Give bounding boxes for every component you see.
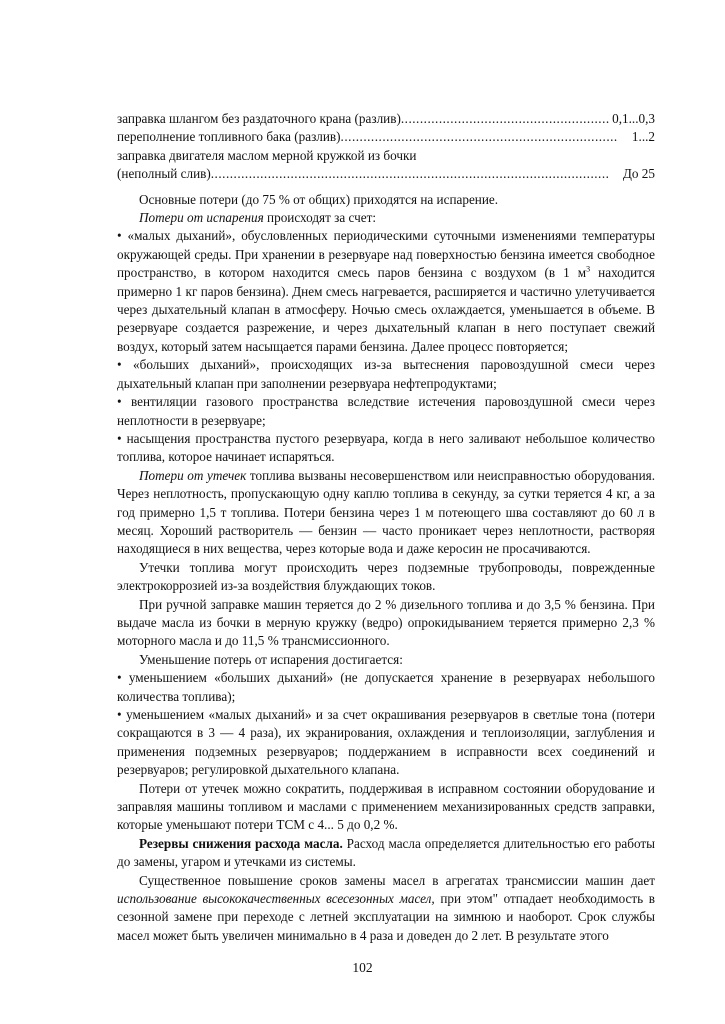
paragraph [117, 835, 655, 872]
italic-term: Потери от утечек [139, 467, 247, 483]
paragraph-text: топлива вызваны несовершенством или неисправностью оборудования. Через неплотность, пропускающую одну каплю топлива в секунду, за сутки теряется 4 кг, а за год примерно 1,5 т топлива. Потери бензина через 1 м потеющего шва составляют до 60 л в месяц. Хороший растворитель — бензин — часто проникает через неплотности, растворяя находящиеся в них вещества, через которые вода и даже керосин не просачиваются. [117, 467, 656, 557]
paragraph-text: при этом" отпадает необходимость в сезонной замене при переходе с летней эксплуатации на зимнюю и наоборот. Срок службы масел может быть увеличен минимально в 4 раза и доведен до 2 лет. В результате этого [117, 891, 655, 943]
leader-dots [401, 110, 610, 128]
loss-label: заправка шлангом без раздаточного крана (разлив) [117, 111, 401, 126]
italic-term: использование высококачественных всесезонных масел, [117, 891, 435, 907]
loss-value: 0,1...0,3 [612, 111, 655, 126]
paragraph: Основные потери (до 75 % от общих) приходятся на испарение. [139, 191, 499, 207]
bullet-item [117, 227, 655, 356]
page-body [117, 110, 655, 945]
loss-value: До 25 [622, 166, 655, 182]
loss-row [117, 110, 655, 128]
loss-list [117, 110, 655, 184]
paragraph [117, 872, 655, 946]
paragraph-text: происходят за счет: [263, 210, 377, 226]
loss-row [117, 128, 655, 146]
loss-row [117, 147, 655, 165]
paragraph: При ручной заправке машин теряется до 2 % дизельного топлива и до 3,5 % бензина. При выдаче масла из бочки в мерную кружку (ведро) опрокидыванием теряется примерно 2,3 % моторного масла и до 11,5 % трансмиссионного. [117, 596, 655, 649]
paragraph-text: Расход масла определяется длительностью его работы до замены, угаром и утечками из системы. [117, 835, 655, 870]
paragraph: Уменьшение потерь от испарения достигается: [139, 651, 403, 667]
paragraph-text: находится примерно 1 кг паров бензина). Днем смесь нагревается, расширяется и частично улетучивается через дыхательный клапан в атмосферу. Ночью смесь охлаждается, уменьшается в объеме. В резервуаре создается разрежение, и через дыхательный клапан в него поступает свежий воздух, который затем насыщается парами бензина. Далее процесс повторяется; [117, 265, 656, 354]
bullet-item: • уменьшением «малых дыханий» и за счет окрашивания резервуаров в светлые тона (потери сокращаются в 3 — 4 раза), их экранирования, охлаждения и теплоизоляции, заглубления и применения подземных резервуаров; поддержанием в исправности всех соединений и резервуаров; регулировкой дыхательного клапана. [117, 707, 655, 778]
paragraph: Потери от утечек можно сократить, поддерживая в исправном состоянии оборудование и заправляя машины топливом и маслами с применением механизированных средств заправки, которые уменьшают потери ТСМ с 4... 5 до 0,2 %. [117, 780, 655, 833]
leader-dots [211, 165, 609, 183]
paragraph [117, 467, 655, 559]
bullet-item: • насыщения пространства пустого резервуара, когда в него заливают небольшое количество топлива, которое начинает испаряться. [117, 430, 655, 465]
loss-value: 1...2 [631, 129, 655, 145]
loss-row [117, 165, 655, 183]
paragraph-text: • «малых дыханий», обусловленных периодическими суточными изменениями температуры окружающей среды. При хранении в резервуаре над поверхностью бензина имеется свободное пространство, в котором находится смесь паров бензина с воздухом (в 1 м [117, 228, 655, 281]
section-heading: Резервы снижения расхода масла. [139, 835, 343, 851]
page-number: 102 [352, 960, 373, 975]
bullet-item: • вентиляции газового пространства вследствие истечения паровоздушной смеси через неплотности в резервуаре; [117, 394, 655, 428]
loss-label: (неполный слив) [117, 166, 211, 182]
bullet-item: • уменьшением «больших дыханий» (не допускается хранение в резервуарах небольшого количества топлива); [117, 670, 655, 704]
paragraph: Утечки топлива могут происходить через подземные трубопроводы, поврежденные электрокоррозией из-за воздействия блуждающих токов. [117, 559, 655, 594]
loss-label: заправка двигателя маслом мерной кружкой из бочки [117, 147, 417, 163]
superscript: 3 [586, 264, 591, 274]
paragraph-text: Существенное повышение сроков замены масел в агрегатах трансмиссии машин дает [139, 872, 655, 888]
loss-label: переполнение топливного бака (разлив) [117, 129, 341, 145]
bullet-item: • «больших дыханий», происходящих из-за вытеснения паровоздушной смеси через дыхательный клапан при заполнении резервуара нефтепродуктами; [117, 357, 655, 391]
italic-term: Потери от испарения [139, 210, 264, 226]
paragraph [117, 209, 655, 227]
leader-dots [341, 128, 618, 146]
